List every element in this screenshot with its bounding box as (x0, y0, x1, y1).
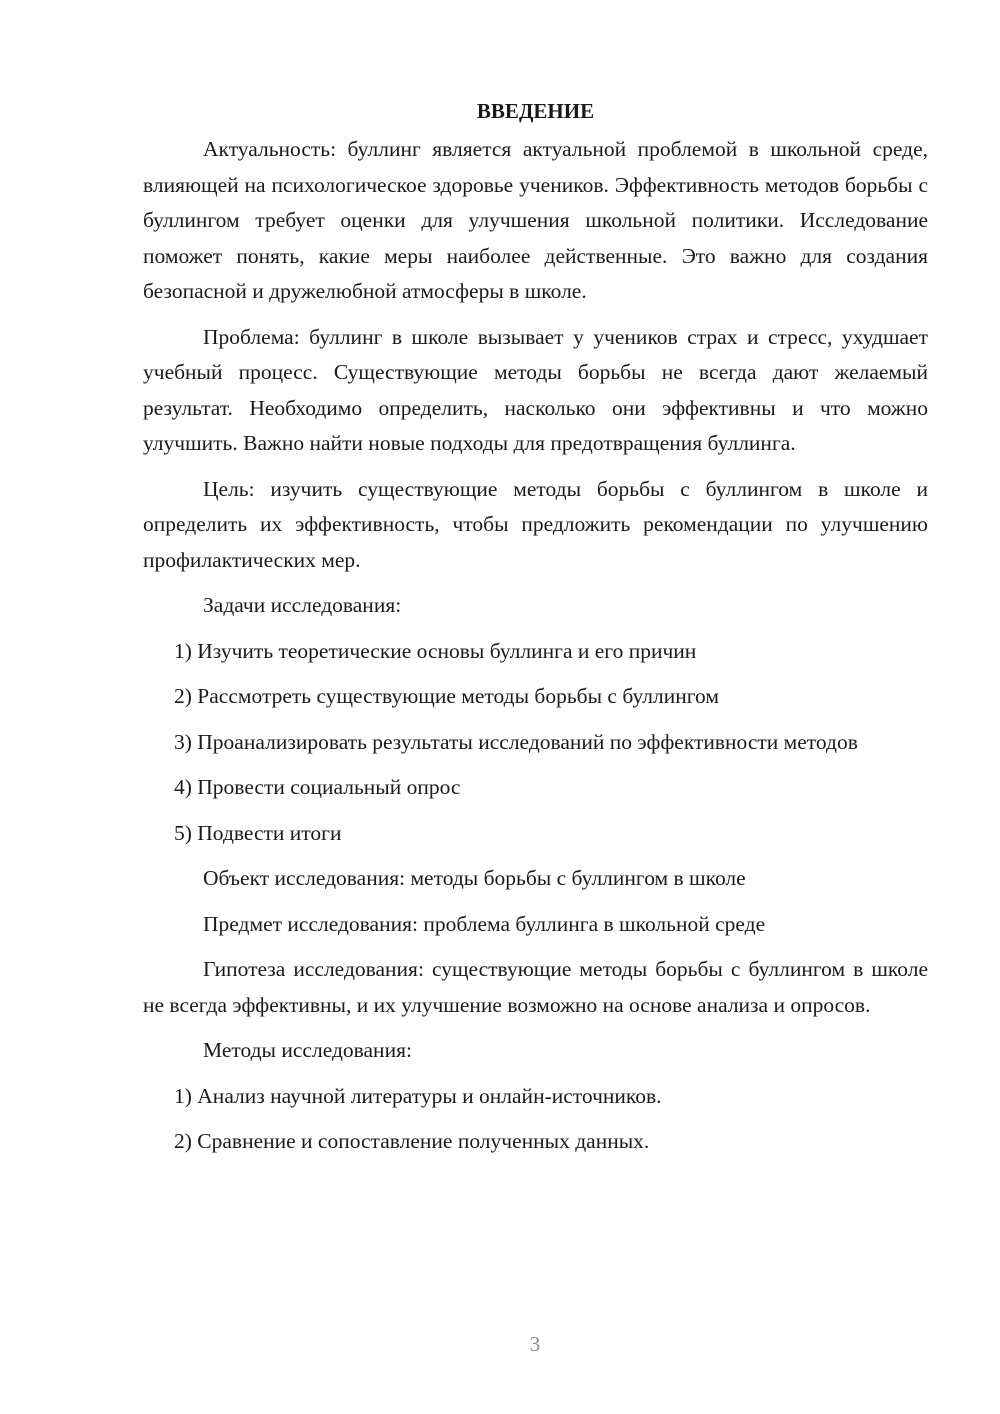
method-item: 2) Сравнение и сопоставление полученных данных. (174, 1129, 650, 1153)
problem-paragraph: Проблема: буллинг в школе вызывает у учеников страх и стресс, ухудшает учебный процесс. Существующие методы борьбы не всегда дают желаемый результат. Необходимо определить, насколько они эффективны и что можно улучшить. Важно найти новые подходы для предотвращения буллинга. (143, 324, 928, 455)
method-item: 1) Анализ научной литературы и онлайн-источников. (174, 1083, 662, 1108)
page-content (143, 96, 928, 1170)
task-item: 4) Провести социальный опрос (174, 775, 461, 799)
tasks-heading: Задачи исследования: (203, 593, 402, 617)
methods-heading: Методы исследования: (203, 1038, 412, 1062)
research-object: Объект исследования: методы борьбы с буллингом в школе (203, 866, 746, 890)
task-item: 1) Изучить теоретические основы буллинга и его причин (174, 638, 697, 663)
task-item: 2) Рассмотреть существующие методы борьбы с буллингом (174, 684, 719, 708)
goal-paragraph: Цель: изучить существующие методы борьбы с буллингом в школе и определить их эффективность, чтобы предложить рекомендации по улучшению профилактических мер. (143, 476, 928, 572)
hypothesis-paragraph: Гипотеза исследования: существующие методы борьбы с буллингом в школе не всегда эффективны, и их улучшение возможно на основе анализа и опросов. (143, 957, 928, 1017)
task-item: 5) Подвести итоги (174, 820, 342, 845)
page-number: 3 (529, 1332, 541, 1356)
task-item: 3) Проанализировать результаты исследований по эффективности методов (174, 729, 858, 754)
relevance-paragraph: Актуальность: буллинг является актуальной проблемой в школьной среде, влияющей на психологическое здоровье учеников. Эффективность методов борьбы с буллингом требует оценки для улучшения школьной политики. Исследование поможет понять, какие меры наиболее действенные. Это важно для создания безопасной и дружелюбной атмосферы в школе. (143, 137, 928, 303)
research-subject: Предмет исследования: проблема буллинга в школьной среде (203, 911, 766, 936)
section-title: ВВЕДЕНИЕ (476, 99, 595, 123)
